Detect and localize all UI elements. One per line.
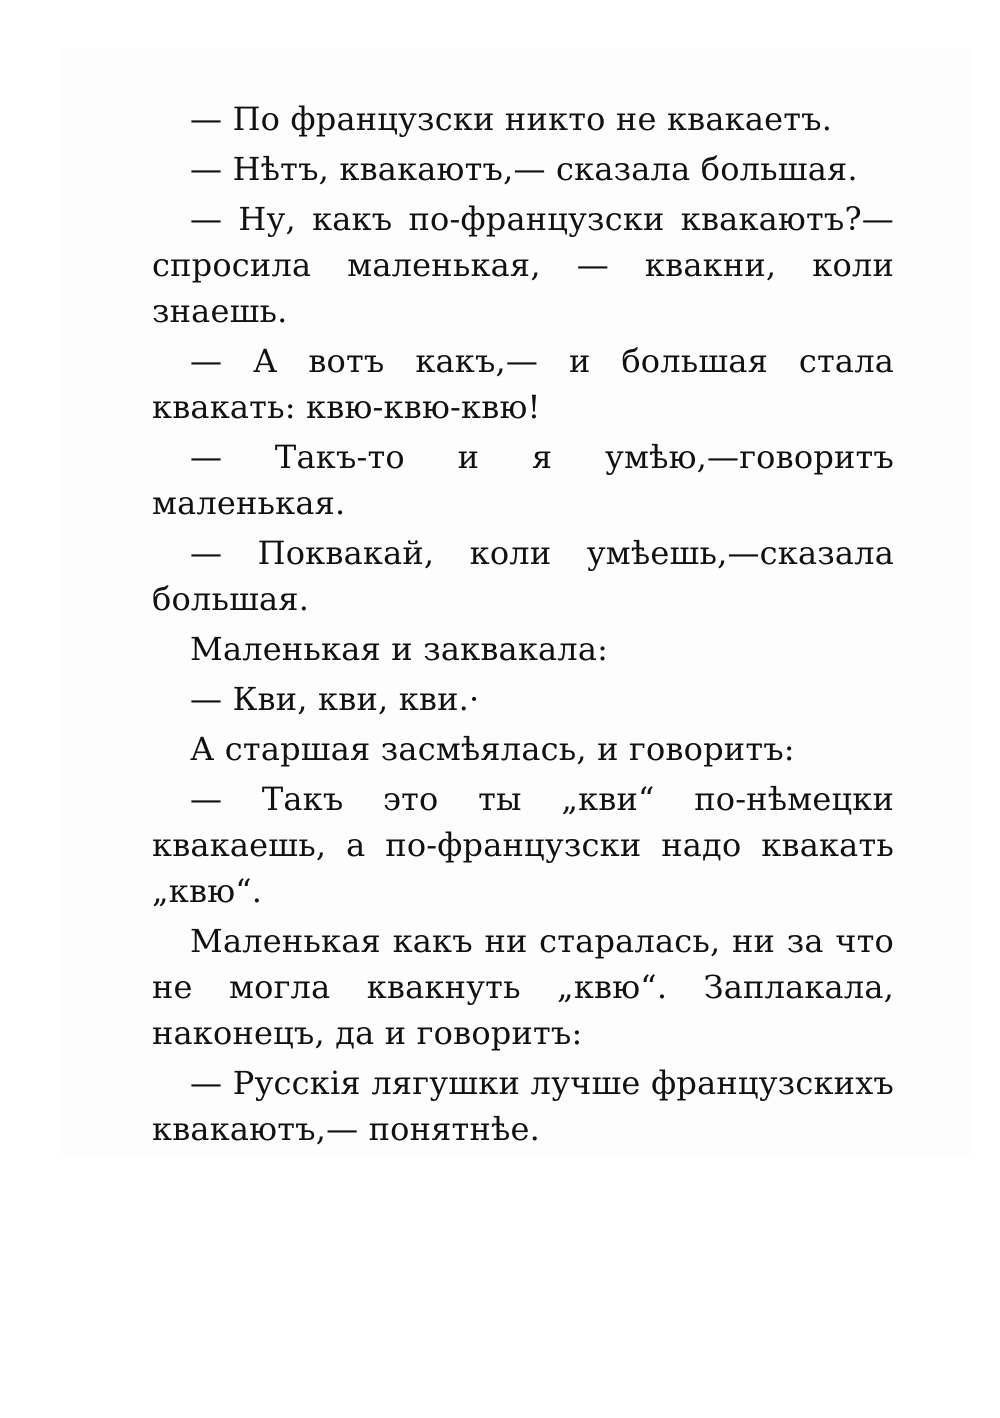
paragraph: — Кви, кви, кви.· bbox=[190, 680, 480, 718]
paragraph: А старшая засмѣялась, и говоритъ: bbox=[190, 730, 795, 768]
paragraph: Маленькая какъ ни старалась, ни за что не могла квакнуть „квю“. Заплакала, наконецъ, да и говоритъ: bbox=[152, 922, 894, 1052]
paragraph: — Поквакай, коли умѣешь,—сказала большая. bbox=[152, 534, 894, 618]
paragraph: — А вотъ какъ,— и большая стала квакать: квю-квю-квю! bbox=[152, 342, 894, 426]
paragraph: — По французски никто не квакаетъ. bbox=[190, 100, 833, 138]
story-text bbox=[152, 96, 894, 1152]
paragraph: — Ну, какъ по-французски квакаютъ?— спросила маленькая, — квакни, коли знаешь. bbox=[152, 200, 894, 330]
paragraph: — Русскія лягушки лучше французскихъ квакаютъ,— понятнѣе. bbox=[152, 1064, 894, 1148]
paragraph: Маленькая и заквакала: bbox=[190, 630, 609, 668]
paragraph: — Такъ-то и я умѣю,—говоритъ маленькая. bbox=[152, 438, 894, 522]
paragraph: — Нѣтъ, квакаютъ,— сказала большая. bbox=[190, 150, 858, 188]
paragraph: — Такъ это ты „кви“ по-нѣмецки квакаешь, а по-французски надо квакать „квю“. bbox=[152, 780, 894, 910]
